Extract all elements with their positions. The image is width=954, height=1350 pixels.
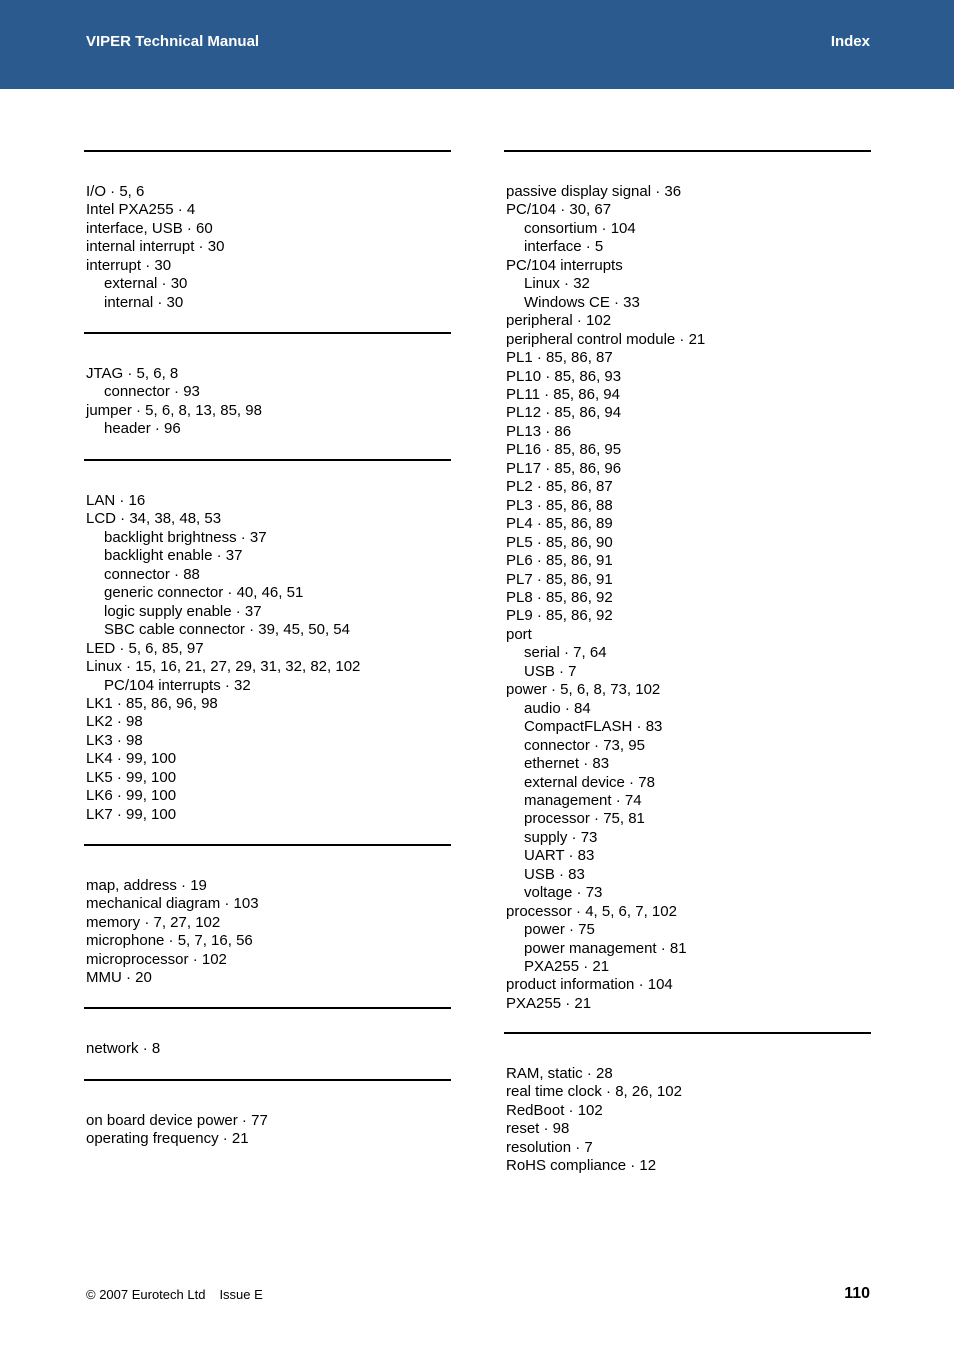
index-entry-list — [86, 492, 360, 824]
group-divider — [84, 844, 451, 846]
index-subentry: PXA255 · 21 — [524, 958, 610, 976]
index-entry: LAN · 16 — [86, 492, 146, 509]
group-divider — [84, 332, 451, 334]
index-entry: JTAG · 5, 6, 8 — [86, 365, 179, 382]
group-divider — [504, 1032, 871, 1034]
index-entry: network · 8 — [86, 1040, 161, 1057]
index-entry: memory · 7, 27, 102 — [86, 913, 221, 931]
index-subentry: interface · 5 — [524, 238, 604, 256]
index-entry: PL8 · 85, 86, 92 — [506, 588, 613, 606]
footer — [86, 1287, 263, 1303]
index-subentry: USB · 83 — [524, 865, 585, 883]
index-group — [84, 459, 452, 823]
index-subentry: UART · 83 — [524, 847, 595, 865]
index-subentry: SBC cable connector · 39, 45, 50, 54 — [104, 621, 350, 639]
index-entry: I/O · 5, 6 — [86, 183, 145, 200]
index-entry: resolution · 7 — [506, 1138, 593, 1156]
index-entry: PC/104 interrupts — [506, 256, 623, 274]
index-subentry: generic connector · 40, 46, 51 — [104, 584, 304, 602]
index-subentry: management · 74 — [524, 791, 642, 809]
index-subentry: internal · 30 — [104, 293, 184, 311]
index-entry: power · 5, 6, 8, 73, 102 — [506, 681, 661, 699]
issue-text: Issue E — [219, 1287, 263, 1302]
index-entry: PL12 · 85, 86, 94 — [506, 404, 622, 422]
index-entry: LK2 · 98 — [86, 713, 143, 731]
index-subentry: processor · 75, 81 — [524, 810, 645, 828]
header-band — [0, 0, 954, 89]
index-subentry: external device · 78 — [524, 773, 655, 791]
index-entry: LK7 · 99, 100 — [86, 805, 177, 823]
index-subentry: power management · 81 — [524, 939, 687, 957]
index-entry: PL2 · 85, 86, 87 — [506, 478, 613, 496]
index-entry: interface, USB · 60 — [86, 219, 213, 237]
index-entry: reset · 98 — [506, 1120, 570, 1138]
index-entry: LK3 · 98 — [86, 731, 143, 749]
index-subentry: backlight brightness · 37 — [104, 528, 267, 546]
index-entry: MMU · 20 — [86, 969, 152, 987]
index-entry-list — [86, 1040, 160, 1058]
index-group — [84, 844, 452, 987]
index-entry: RedBoot · 102 — [506, 1101, 603, 1119]
index-entry: LCD · 34, 38, 48, 53 — [86, 510, 222, 528]
index-entry: PL6 · 85, 86, 91 — [506, 552, 613, 570]
index-subentry: logic supply enable · 37 — [104, 602, 262, 620]
index-entry: PL9 · 85, 86, 92 — [506, 607, 613, 625]
index-entry: PL10 · 85, 86, 93 — [506, 367, 622, 385]
index-subentry: voltage · 73 — [524, 884, 603, 902]
group-divider — [84, 1007, 451, 1009]
index-entry: RoHS compliance · 12 — [506, 1157, 657, 1175]
index-entry: peripheral control module · 21 — [506, 330, 706, 348]
index-subentry: connector · 88 — [104, 565, 200, 583]
index-entry: operating frequency · 21 — [86, 1130, 249, 1148]
index-subentry: external · 30 — [104, 275, 188, 293]
index-subentry: Linux · 32 — [524, 275, 590, 293]
index-group — [84, 150, 452, 311]
copyright-text: © 2007 Eurotech Ltd — [86, 1287, 206, 1302]
index-entry: PL1 · 85, 86, 87 — [506, 349, 613, 367]
index-subentry: USB · 7 — [524, 662, 577, 680]
group-divider — [504, 150, 871, 152]
index-group — [504, 1032, 872, 1175]
group-divider — [84, 459, 451, 461]
index-entry-list — [86, 877, 259, 988]
index-entry: PL11 · 85, 86, 94 — [506, 385, 620, 403]
index-entry: PL3 · 85, 86, 88 — [506, 496, 613, 514]
index-subentry: ethernet · 83 — [524, 755, 610, 773]
index-entry: PL17 · 85, 86, 96 — [506, 459, 622, 477]
index-entry: PL13 · 86 — [506, 422, 572, 440]
index-entry: map, address · 19 — [86, 877, 207, 894]
index-subentry: supply · 73 — [524, 828, 598, 846]
index-entry: interrupt · 30 — [86, 256, 172, 274]
group-divider — [84, 150, 451, 152]
index-entry: port — [506, 625, 532, 643]
page-number: 110 — [844, 1285, 870, 1302]
index-subentry: backlight enable · 37 — [104, 547, 243, 565]
manual-title: VIPER Technical Manual — [86, 33, 260, 50]
index-entry: PL5 · 85, 86, 90 — [506, 533, 613, 551]
index-entry-list — [86, 365, 262, 439]
index-entry-list — [506, 183, 705, 1013]
index-subentry: Windows CE · 33 — [524, 293, 640, 311]
index-entry-list — [86, 1112, 268, 1149]
index-group — [504, 150, 872, 1012]
index-group — [84, 1007, 452, 1057]
index-group — [84, 1079, 452, 1148]
index-subentry: header · 96 — [104, 420, 181, 438]
index-subentry: power · 75 — [524, 921, 595, 939]
index-entry-list — [506, 1065, 682, 1176]
index-entry: mechanical diagram · 103 — [86, 895, 259, 913]
index-entry: microprocessor · 102 — [86, 950, 227, 968]
index-entry: PC/104 · 30, 67 — [506, 201, 612, 219]
index-entry: LK5 · 99, 100 — [86, 768, 177, 786]
index-entry: processor · 4, 5, 6, 7, 102 — [506, 902, 677, 920]
section-title: Index — [830, 33, 870, 50]
index-subentry: consortium · 104 — [524, 219, 636, 237]
index-entry: LED · 5, 6, 85, 97 — [86, 639, 204, 657]
index-entry: product information · 104 — [506, 976, 673, 994]
index-entry: LK1 · 85, 86, 96, 98 — [86, 694, 218, 712]
index-subentry: connector · 93 — [104, 383, 200, 401]
index-entry: RAM, static · 28 — [506, 1065, 613, 1082]
index-entry: jumper · 5, 6, 8, 13, 85, 98 — [86, 401, 262, 419]
index-entry: microphone · 5, 7, 16, 56 — [86, 932, 253, 950]
index-entry: LK6 · 99, 100 — [86, 787, 177, 805]
group-divider — [84, 1079, 451, 1081]
index-entry: PL16 · 85, 86, 95 — [506, 441, 622, 459]
index-subentry: CompactFLASH · 83 — [524, 718, 663, 736]
index-entry: LK4 · 99, 100 — [86, 750, 177, 768]
index-entry: PL4 · 85, 86, 89 — [506, 515, 613, 533]
index-entry: PXA255 · 21 — [506, 994, 592, 1012]
index-entry: internal interrupt · 30 — [86, 238, 225, 256]
index-entry: Intel PXA255 · 4 — [86, 201, 196, 219]
index-entry: on board device power · 77 — [86, 1112, 268, 1129]
index-entry: Linux · 15, 16, 21, 27, 29, 31, 32, 82, 102 — [86, 658, 361, 676]
index-subentry: serial · 7, 64 — [524, 644, 607, 662]
index-group — [84, 332, 452, 438]
index-subentry: PC/104 interrupts · 32 — [104, 676, 251, 694]
index-entry: passive display signal · 36 — [506, 183, 682, 200]
index-entry: real time clock · 8, 26, 102 — [506, 1083, 682, 1101]
index-entry: PL7 · 85, 86, 91 — [506, 570, 613, 588]
index-subentry: connector · 73, 95 — [524, 736, 645, 754]
index-subentry: audio · 84 — [524, 699, 591, 717]
index-entry-list — [86, 183, 224, 312]
index-entry: peripheral · 102 — [506, 312, 612, 330]
